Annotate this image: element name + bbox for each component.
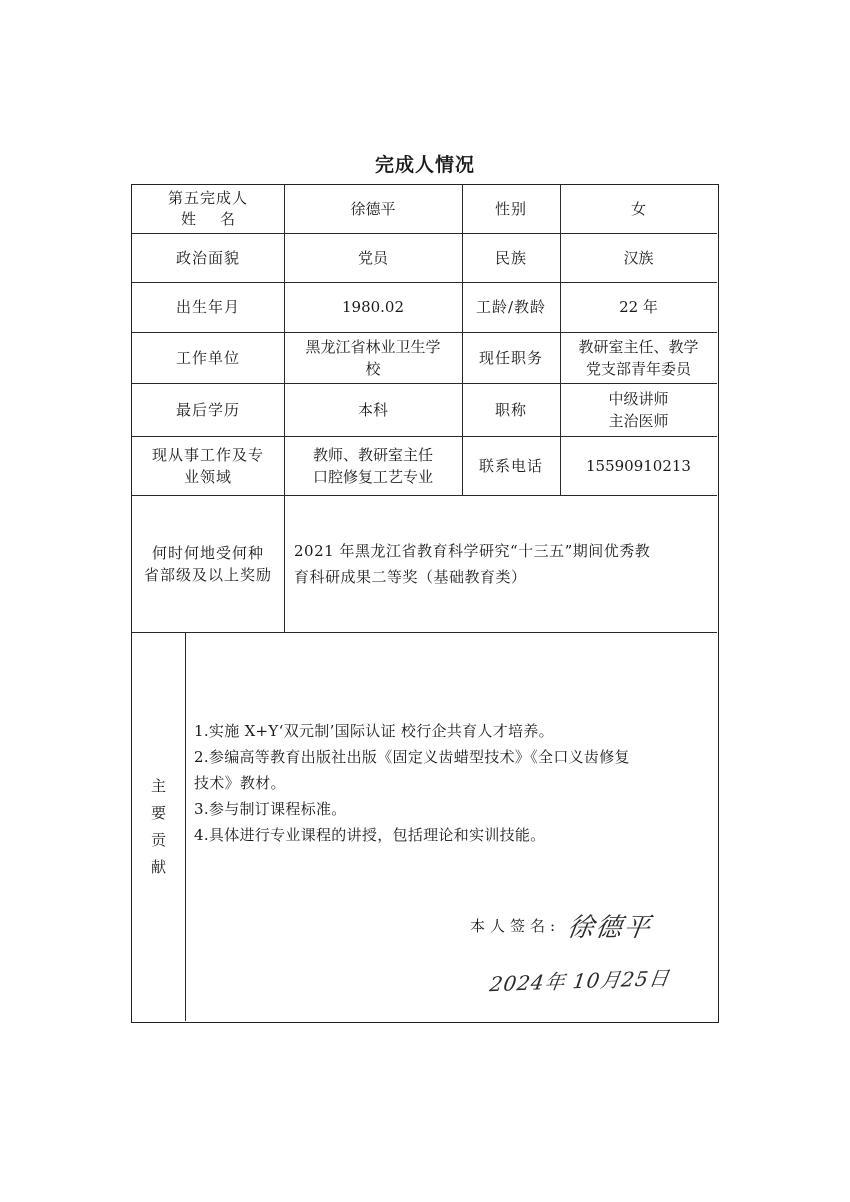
birth-value: 1980.02 [341,298,405,316]
ethnicity-value: 汉族 [623,248,654,267]
position-label: 现任职务 [478,348,543,367]
workplace-value: 黑龙江省林业卫生学 校 [305,337,441,378]
awards-label: 何时何地受何种 省部级及以上奖励 [143,543,272,584]
list-item: 3.参与制订课程标准。 [194,800,347,818]
title-value: 中级讲师 主治医师 [608,389,669,430]
politics-value: 党员 [357,248,388,267]
info-form-table [131,184,719,1023]
list-item: 2.参编高等教育出版社出版《固定义齿蜡型技术》《全口义齿修复 [194,748,630,766]
gender-label: 性别 [494,200,527,218]
education-value: 本科 [357,400,388,419]
list-item: 4.具体进行专业课程的讲授，包括理论和实训技能。 [194,826,546,844]
phone-value: 15590910213 [586,456,691,475]
field-label: 现从事工作及专 业领域 [151,445,264,486]
page-title: 完成人情况 [374,154,475,176]
title-label: 职称 [494,400,527,419]
field-value: 教师、教研室主任 口腔修复工艺专业 [312,445,433,486]
handwritten-date: 2024年 10月25日 [488,965,672,997]
position-value: 教研室主任、教学 党支部青年委员 [578,337,699,378]
awards-text: 2021 年黑龙江省教育科学研究“十三五”期间优秀教 育科研成果二等奖（基础教育类） [294,541,651,586]
gender-value: 女 [630,200,646,218]
signature-label: 本人签名: [470,917,561,935]
list-item: 1.实施 X+Y‘双元制’国际认证 校行企共育人才培养。 [194,722,554,740]
seniority-value: 22 年 [619,298,658,316]
education-label: 最后学历 [175,400,240,419]
name-value: 徐德平 [350,200,396,218]
list-item: 技术》教材。 [194,774,286,792]
workplace-label: 工作单位 [175,348,240,367]
contributions-label: 主 要 贡 献 [150,776,166,876]
contributions-list [194,718,714,848]
politics-label: 政治面貌 [175,248,240,267]
name-label: 第五完成人 姓名 [167,189,259,228]
ethnicity-label: 民族 [494,248,527,267]
seniority-label: 工龄/教龄 [475,298,547,316]
birth-label: 出生年月 [175,298,240,316]
phone-label: 联系电话 [478,456,543,475]
handwritten-signature: 徐德平 [565,913,654,943]
